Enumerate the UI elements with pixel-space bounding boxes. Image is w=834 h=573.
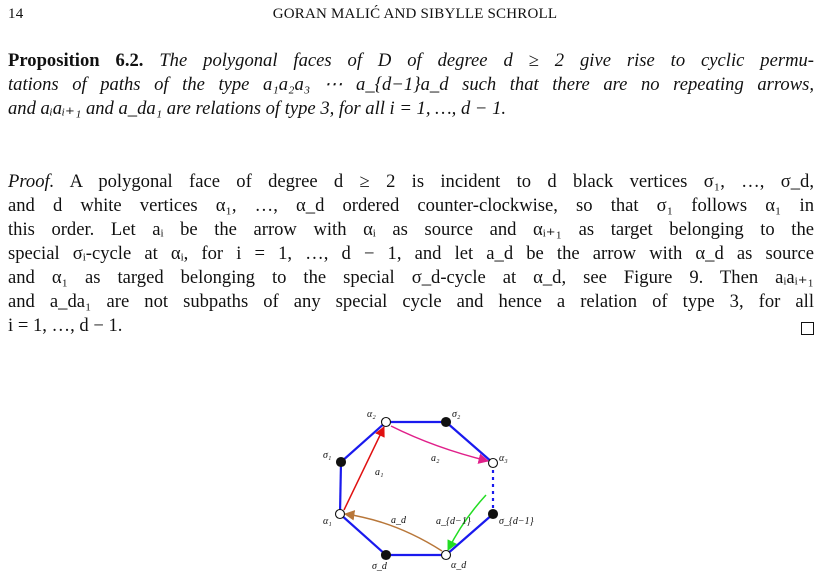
- running-title: GORAN MALIĆ AND SIBYLLE SCHROLL: [272, 6, 558, 22]
- proposition-text-1: The polygonal faces of D of degree d ≥ 2 give rise to cyclic permu-: [159, 50, 814, 71]
- label-sigma1: σ₁: [323, 450, 332, 461]
- page-header: [8, 6, 822, 28]
- page-number: 14: [8, 6, 24, 22]
- label-a1: a₁: [375, 467, 384, 478]
- proof-line-6: and a_da₁ are not subpaths of any special cycle and hence a relation of type 3, for all: [8, 291, 814, 312]
- vertex-sigma2: [442, 418, 451, 427]
- edge-sigma1-alpha2: [341, 422, 386, 462]
- proof-line-1: [8, 170, 814, 194]
- vertex-alpha1: [336, 510, 345, 519]
- proof-text-7: i = 1, …, d − 1.: [8, 315, 123, 336]
- proof-line-2: and d white vertices α₁, …, α_d ordered counter-clockwise, so that σ₁ follows α₁ in: [8, 195, 814, 216]
- figure-9-polygon: [305, 403, 535, 573]
- proof-line-4: special σᵢ-cycle at αᵢ, for i = 1, …, d − 1, and let a_d be the arrow with α_d as source: [8, 243, 814, 264]
- label-sigmad1: σ_{d−1}: [499, 516, 534, 527]
- label-alpha2: α₂: [367, 409, 376, 420]
- vertex-sigmad: [382, 551, 391, 560]
- vertices: [336, 418, 498, 560]
- vertex-alpha3: [489, 459, 498, 468]
- arrow-a2: [391, 426, 488, 461]
- qed-symbol: [801, 322, 814, 335]
- vertex-sigmad1: [489, 510, 498, 519]
- proposition-6-2: [8, 49, 814, 121]
- proof-line-5: and α₁ as targed belonging to the special σ_d-cycle at α_d, see Figure 9. Then aᵢaᵢ₊₁: [8, 267, 814, 288]
- label-ad1: a_{d−1}: [436, 516, 471, 527]
- label-a2: a₂: [431, 453, 440, 464]
- proposition-line-3: and aᵢaᵢ₊₁ and a_da₁ are relations of type 3, for all i = 1, …, d − 1.: [8, 98, 507, 119]
- label-ad: a_d: [391, 515, 406, 526]
- proof-text-1: A polygonal face of degree d ≥ 2 is incident to d black vertices σ₁, …, σ_d,: [69, 171, 814, 192]
- proof-line-7: [8, 314, 814, 338]
- label-alpha3: α₃: [499, 453, 508, 464]
- edge-sigmad-alpha1: [340, 514, 386, 555]
- polygon-edges: [340, 422, 493, 555]
- vertex-alpha2: [382, 418, 391, 427]
- edge-alpha1-sigma1: [340, 462, 341, 514]
- vertex-sigma1: [337, 458, 346, 467]
- proposition-label: Proposition 6.2.: [8, 50, 144, 71]
- label-sigmad: σ_d: [372, 561, 387, 572]
- label-sigma2: σ₂: [452, 409, 461, 420]
- label-alpha1: α₁: [323, 516, 332, 527]
- proof-line-3: this order. Let aᵢ be the arrow with αᵢ as source and αᵢ₊₁ as target belonging to the: [8, 219, 814, 240]
- proposition-line-2: tations of paths of the type a₁a₂a₃ ⋯ a_{d−1}a_d such that there are no repeating arrows,: [8, 74, 814, 95]
- proposition-line-1: [8, 49, 814, 73]
- vertex-alphad: [442, 551, 451, 560]
- proof-block: [8, 170, 814, 338]
- label-alphad: α_d: [451, 560, 467, 571]
- proof-label: Proof.: [8, 171, 55, 192]
